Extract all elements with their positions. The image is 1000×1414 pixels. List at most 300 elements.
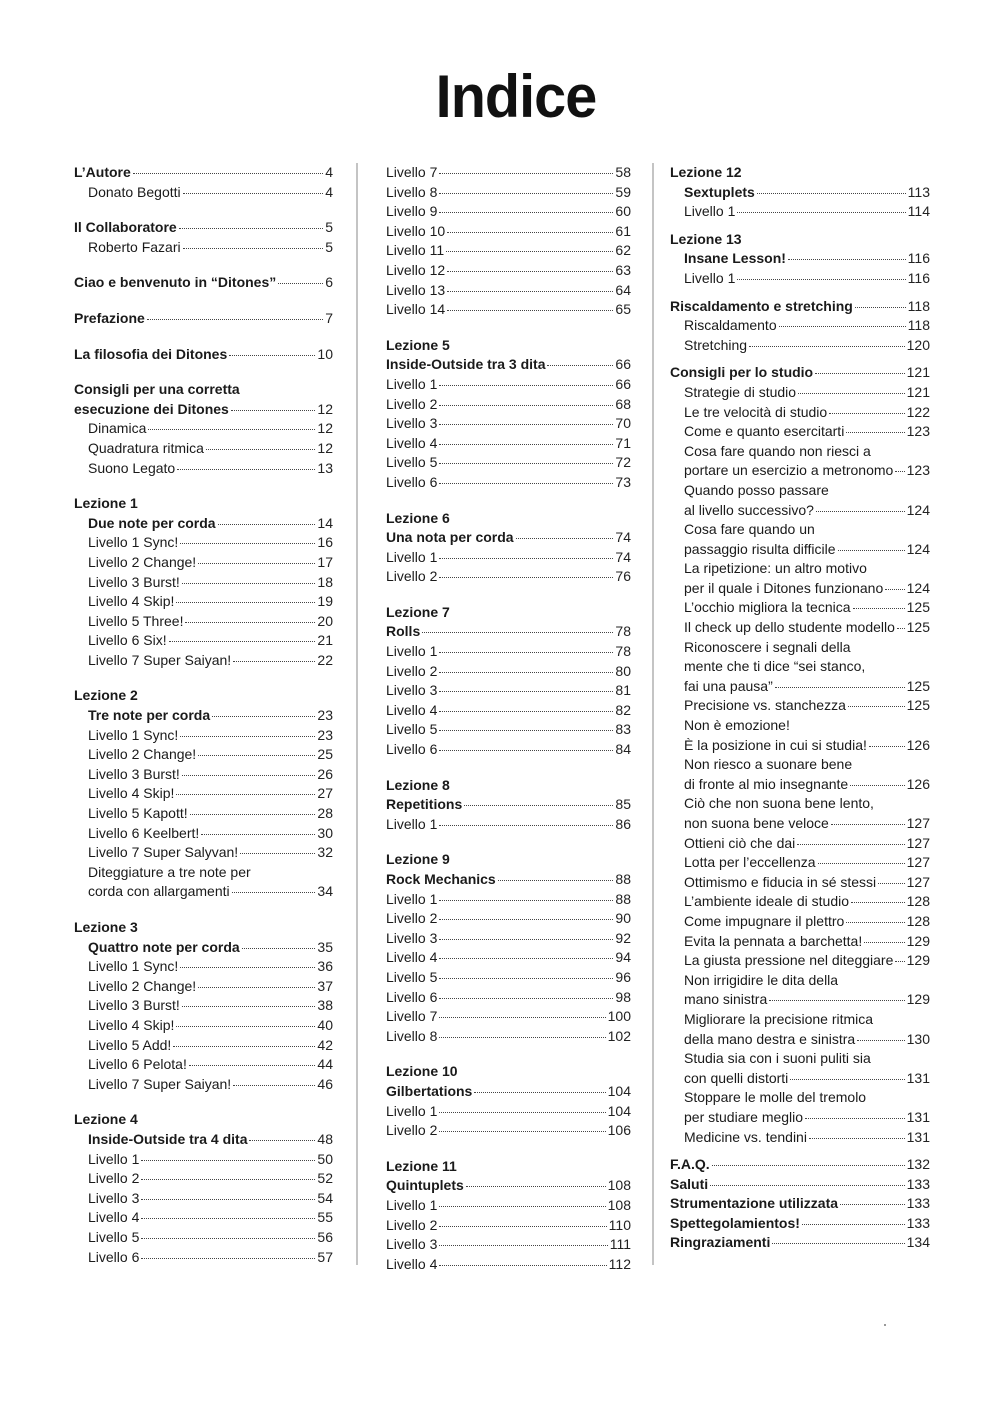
toc-entry-label: Livello 1 Sync! — [88, 534, 179, 551]
toc-page-number: 37 — [317, 977, 333, 994]
dot-leader — [439, 1131, 605, 1132]
dot-leader — [516, 538, 614, 539]
toc-page-number: 129 — [906, 932, 930, 949]
toc-entry[interactable] — [386, 528, 631, 548]
toc-page-number: 133 — [906, 1214, 930, 1231]
toc-entry-label: F.A.Q. — [670, 1156, 710, 1173]
toc-entry-label: della mano destra e sinistra — [684, 1030, 856, 1047]
toc-entry[interactable] — [670, 775, 930, 795]
toc-entry-label: Livello 3 Burst! — [88, 573, 180, 590]
toc-page-number: 94 — [615, 949, 631, 966]
toc-entry[interactable] — [386, 1176, 631, 1196]
lesson-heading: Lezione 13 — [670, 230, 742, 247]
toc-entry[interactable] — [386, 548, 631, 568]
toc-page-number: 66 — [615, 356, 631, 373]
dot-leader — [240, 853, 315, 854]
toc-entry[interactable] — [386, 795, 631, 815]
toc-entry[interactable] — [386, 642, 631, 662]
dot-leader — [439, 998, 613, 999]
toc-entry[interactable] — [670, 834, 930, 854]
dot-leader — [809, 1138, 905, 1139]
toc-entry[interactable] — [386, 355, 631, 375]
dot-leader — [439, 577, 613, 578]
dot-leader — [547, 365, 613, 366]
toc-entry[interactable] — [386, 1216, 631, 1236]
toc-page-number: 46 — [317, 1075, 333, 1092]
dot-leader — [749, 346, 905, 347]
toc-entry[interactable] — [670, 873, 930, 893]
toc-entry[interactable] — [670, 912, 930, 932]
toc-entry[interactable] — [74, 938, 333, 958]
toc-page-number: 122 — [906, 403, 930, 420]
dot-leader — [141, 1199, 315, 1200]
toc-page-number: 6 — [325, 274, 333, 291]
toc-entry[interactable] — [74, 1036, 333, 1056]
toc-entry[interactable] — [670, 696, 930, 716]
toc-page-number: 7 — [325, 309, 333, 326]
dot-leader — [233, 661, 315, 662]
toc-entry[interactable] — [386, 1102, 631, 1122]
toc-page-number: 98 — [615, 988, 631, 1005]
toc-entry[interactable] — [386, 1235, 631, 1255]
toc-entry-label: Consigli per lo studio — [670, 364, 814, 381]
toc-entry[interactable] — [74, 745, 333, 765]
dot-leader — [147, 319, 323, 320]
toc-entry[interactable] — [74, 1189, 333, 1209]
toc-page-number: 65 — [615, 301, 631, 318]
toc-entry[interactable] — [386, 241, 631, 261]
toc-page-number: 113 — [907, 183, 930, 200]
toc-entry-label: Livello 3 — [386, 929, 438, 946]
toc-page-number: 124 — [906, 501, 930, 518]
toc-page-number: 66 — [615, 375, 631, 392]
toc-entry[interactable] — [386, 815, 631, 835]
dot-leader — [853, 608, 905, 609]
dot-leader — [182, 1006, 316, 1007]
toc-entry-label: Livello 5 — [88, 1228, 140, 1245]
toc-entry[interactable] — [74, 651, 333, 671]
toc-entry-label: Livello 4 — [386, 434, 438, 451]
toc-section-entry[interactable] — [74, 163, 333, 183]
toc-page-number: 86 — [615, 815, 631, 832]
toc-entry[interactable] — [74, 784, 333, 804]
toc-section-entry[interactable] — [74, 273, 333, 293]
toc-entry[interactable] — [670, 403, 930, 423]
toc-entry[interactable] — [386, 202, 631, 222]
dot-leader — [183, 193, 324, 194]
toc-entry[interactable] — [386, 929, 631, 949]
dot-leader — [180, 543, 315, 544]
dot-leader — [439, 1245, 607, 1246]
toc-section-entry[interactable] — [74, 400, 333, 420]
toc-entry[interactable] — [74, 573, 333, 593]
toc-entry[interactable] — [386, 622, 631, 642]
toc-entry[interactable] — [386, 453, 631, 473]
toc-entry[interactable] — [670, 183, 930, 203]
dot-leader — [848, 706, 905, 707]
toc-page-number: 4 — [325, 183, 333, 200]
dot-leader — [439, 978, 613, 979]
dot-leader — [815, 373, 905, 374]
toc-entry[interactable] — [670, 677, 930, 697]
dot-leader — [897, 628, 905, 629]
toc-entry[interactable] — [386, 1007, 631, 1027]
toc-entry[interactable] — [670, 501, 930, 521]
toc-entry[interactable] — [74, 706, 333, 726]
toc-entry[interactable] — [670, 598, 930, 618]
dot-leader — [439, 672, 613, 673]
toc-page-number: 88 — [615, 871, 631, 887]
toc-entry[interactable] — [386, 1082, 631, 1102]
dot-leader — [439, 939, 613, 940]
toc-section-entry[interactable] — [670, 363, 930, 383]
dot-leader — [439, 558, 613, 559]
dot-leader — [180, 736, 315, 737]
dot-leader — [141, 1218, 315, 1219]
dot-leader — [169, 641, 316, 642]
toc-entry[interactable] — [74, 882, 333, 902]
toc-entry[interactable] — [386, 1121, 631, 1141]
toc-entry-label: Livello 12 — [386, 261, 446, 278]
toc-page-number: 127 — [906, 834, 930, 851]
toc-entry[interactable] — [74, 1248, 333, 1268]
toc-entry[interactable] — [386, 261, 631, 281]
toc-entry-label: Dinamica — [88, 420, 147, 437]
toc-entry[interactable] — [670, 951, 930, 971]
toc-entry[interactable] — [670, 202, 930, 222]
toc-page-number: 10 — [317, 345, 333, 362]
toc-entry-label: Livello 9 — [386, 203, 438, 220]
toc-page-number: 134 — [906, 1234, 930, 1251]
toc-entry-label: Ottieni ciò che dai — [684, 834, 796, 851]
dot-leader — [439, 691, 613, 692]
dot-leader — [447, 271, 613, 272]
toc-page-number: 114 — [907, 203, 930, 220]
toc-entry[interactable] — [74, 1228, 333, 1248]
toc-entry[interactable] — [74, 957, 333, 977]
toc-entry-label: mano sinistra — [684, 991, 768, 1008]
toc-entry[interactable] — [670, 422, 930, 442]
toc-page-number: 32 — [317, 844, 333, 861]
dot-leader — [189, 1065, 316, 1066]
lesson-heading: Lezione 4 — [74, 1111, 138, 1128]
toc-page-number: 125 — [906, 697, 930, 714]
section-spacer — [670, 289, 930, 297]
dot-leader — [439, 193, 613, 194]
dot-leader — [439, 1226, 606, 1227]
toc-entry-label: Livello 1 — [684, 269, 736, 286]
toc-entry-continuation: Cosa fare quando non riesci a — [684, 442, 871, 459]
toc-page-number: 54 — [317, 1189, 333, 1206]
toc-section-entry[interactable] — [670, 1155, 930, 1175]
toc-entry[interactable] — [386, 1027, 631, 1047]
toc-entry[interactable] — [74, 824, 333, 844]
toc-page-number: 123 — [906, 423, 930, 440]
toc-entry-label: Rock Mechanics — [386, 871, 496, 887]
toc-entry[interactable] — [386, 948, 631, 968]
toc-entry-label: Livello 1 Sync! — [88, 726, 179, 743]
dot-leader — [141, 1160, 315, 1161]
toc-section-entry[interactable] — [670, 1233, 930, 1253]
dot-leader — [712, 1165, 905, 1166]
toc-entry[interactable] — [74, 631, 333, 651]
toc-entry[interactable] — [74, 1169, 333, 1189]
toc-entry[interactable] — [74, 238, 333, 258]
toc-entry[interactable] — [670, 990, 930, 1010]
toc-entry[interactable] — [386, 740, 631, 760]
toc-entry[interactable] — [386, 281, 631, 301]
toc-entry[interactable] — [74, 977, 333, 997]
toc-entry[interactable] — [386, 988, 631, 1008]
toc-page-number: 71 — [615, 434, 631, 451]
toc-page-number: 131 — [906, 1069, 930, 1086]
dot-leader — [185, 622, 315, 623]
toc-entry[interactable] — [74, 843, 333, 863]
toc-entry[interactable] — [386, 183, 631, 203]
toc-page-number: 131 — [906, 1128, 930, 1145]
toc-page-number: 73 — [615, 473, 631, 490]
toc-entry[interactable] — [670, 579, 930, 599]
dot-leader — [201, 834, 315, 835]
toc-page-number: 118 — [907, 297, 930, 314]
toc-page-number: 28 — [317, 805, 333, 822]
dot-leader — [878, 883, 904, 884]
dot-leader — [885, 589, 904, 590]
section-spacer — [74, 257, 333, 273]
toc-page-number: 63 — [615, 261, 631, 278]
dot-leader — [439, 711, 613, 712]
section-spacer — [74, 364, 333, 380]
toc-entry[interactable] — [670, 1030, 930, 1050]
toc-page-number: 124 — [906, 540, 930, 557]
toc-page-number: 59 — [615, 183, 631, 200]
toc-entry-continuation: La ripetizione: un altro motivo — [684, 560, 867, 577]
dot-leader — [182, 583, 316, 584]
dot-leader — [177, 469, 315, 470]
toc-page-number: 74 — [615, 529, 631, 546]
toc-entry-label: Livello 2 — [386, 1216, 438, 1233]
toc-entry[interactable] — [74, 183, 333, 203]
toc-entry[interactable] — [74, 533, 333, 553]
toc-section-entry[interactable] — [74, 309, 333, 329]
dot-leader — [173, 1046, 315, 1047]
toc-entry[interactable] — [74, 996, 333, 1016]
toc-entry[interactable] — [386, 375, 631, 395]
toc-page-number: 80 — [615, 662, 631, 679]
dot-leader — [176, 794, 315, 795]
toc-page-number: 23 — [317, 707, 333, 724]
toc-entry-label: per il quale i Ditones funzionano — [684, 579, 884, 596]
toc-entry[interactable] — [74, 514, 333, 534]
toc-entry[interactable] — [74, 804, 333, 824]
toc-section-entry[interactable] — [670, 1214, 930, 1234]
toc-entry[interactable] — [74, 1075, 333, 1095]
toc-entry-continuation: Diteggiature a tre note per — [88, 863, 251, 880]
lesson-heading: Lezione 11 — [386, 1157, 457, 1174]
toc-entry[interactable] — [670, 932, 930, 952]
toc-entry[interactable] — [74, 439, 333, 459]
toc-entry-continuation: Riconoscere i segnali della — [684, 638, 851, 655]
toc-entry-label: Livello 5 — [386, 454, 438, 471]
dot-leader — [869, 746, 905, 747]
toc-entry[interactable] — [74, 1055, 333, 1075]
toc-entry[interactable] — [670, 249, 930, 269]
dot-leader — [439, 1037, 605, 1038]
toc-entry[interactable] — [386, 681, 631, 701]
column-divider — [652, 163, 654, 1265]
toc-entry[interactable] — [386, 1196, 631, 1216]
toc-entry[interactable] — [386, 222, 631, 242]
toc-entry-label: Strategie di studio — [684, 383, 797, 400]
dot-leader — [829, 413, 904, 414]
toc-page-number: 4 — [325, 164, 333, 180]
toc-entry[interactable] — [386, 909, 631, 929]
toc-entry[interactable] — [670, 618, 930, 638]
toc-entry[interactable] — [386, 473, 631, 493]
toc-entry[interactable] — [386, 300, 631, 320]
dot-leader — [422, 632, 613, 633]
toc-page-number: 20 — [317, 612, 333, 629]
lesson-heading: Lezione 12 — [670, 164, 742, 180]
page-title: Indice — [435, 63, 597, 130]
toc-page-number: 128 — [906, 893, 930, 910]
toc-entry[interactable] — [670, 383, 930, 403]
toc-entry[interactable] — [386, 701, 631, 721]
toc-section-entry[interactable] — [670, 297, 930, 317]
toc-entry[interactable] — [386, 567, 631, 587]
toc-entry[interactable] — [386, 434, 631, 454]
toc-entry-label: Le tre velocità di studio — [684, 403, 828, 420]
dot-leader — [180, 967, 315, 968]
toc-entry-label: Livello 1 — [684, 203, 736, 220]
toc-page-number: 121 — [906, 364, 930, 381]
toc-entry[interactable] — [386, 163, 631, 183]
toc-entry-continuation: Ciò che non suona bene lento, — [684, 795, 874, 812]
toc-entry[interactable] — [670, 736, 930, 756]
dot-leader — [851, 902, 905, 903]
toc-entry[interactable] — [74, 1150, 333, 1170]
toc-page-number: 125 — [906, 599, 930, 616]
toc-entry[interactable] — [670, 461, 930, 481]
toc-page-number: 125 — [906, 677, 930, 694]
toc-entry[interactable] — [386, 662, 631, 682]
toc-entry[interactable] — [74, 726, 333, 746]
toc-entry[interactable] — [670, 853, 930, 873]
toc-entry[interactable] — [74, 553, 333, 573]
toc-page-number: 57 — [317, 1248, 333, 1265]
toc-entry[interactable] — [670, 316, 930, 336]
toc-entry[interactable] — [670, 540, 930, 560]
toc-page-number: 84 — [615, 741, 631, 758]
toc-entry[interactable] — [74, 612, 333, 632]
toc-entry-label: Livello 3 — [386, 682, 438, 699]
toc-entry-label: Sextuplets — [684, 183, 755, 200]
toc-entry[interactable] — [74, 459, 333, 479]
toc-page-number: 121 — [906, 383, 930, 400]
toc-entry[interactable] — [386, 968, 631, 988]
dot-leader — [198, 755, 315, 756]
toc-entry[interactable] — [670, 1128, 930, 1148]
toc-page-number: 106 — [607, 1122, 631, 1139]
toc-entry[interactable] — [74, 592, 333, 612]
toc-entry-label: Ciao e benvenuto in “Ditones” — [74, 274, 277, 291]
toc-entry[interactable] — [386, 1255, 631, 1275]
toc-entry[interactable] — [386, 870, 631, 890]
toc-page-number: 104 — [607, 1102, 631, 1119]
toc-entry-label: La giusta pressione nel diteggiare — [684, 952, 894, 969]
toc-entry[interactable] — [74, 1130, 333, 1150]
toc-entry-label: Livello 8 — [386, 1027, 438, 1044]
toc-entry-label: Ottimismo e fiducia in sé stessi — [684, 873, 877, 890]
toc-entry-label: Livello 14 — [386, 301, 446, 318]
toc-section-entry[interactable] — [670, 1194, 930, 1214]
dot-leader — [857, 1040, 904, 1041]
dot-leader — [249, 1140, 315, 1141]
toc-entry[interactable] — [386, 395, 631, 415]
toc-entry[interactable] — [386, 414, 631, 434]
toc-entry-label: Livello 1 Sync! — [88, 958, 179, 975]
toc-entry-label: Livello 4 Skip! — [88, 1016, 175, 1033]
toc-entry-label: Livello 8 — [386, 183, 438, 200]
toc-page-number: 35 — [317, 938, 333, 955]
toc-entry-label: Stretching — [684, 336, 748, 353]
toc-section-entry[interactable] — [670, 1175, 930, 1195]
toc-entry[interactable] — [670, 336, 930, 356]
toc-entry[interactable] — [386, 720, 631, 740]
toc-entry-label: Riscaldamento e stretching — [670, 297, 853, 314]
dot-leader — [772, 1243, 904, 1244]
toc-section-entry[interactable] — [74, 218, 333, 238]
toc-entry-label: L’occhio migliora la tecnica — [684, 599, 851, 616]
dot-leader — [840, 1204, 905, 1205]
toc-entry[interactable] — [74, 1016, 333, 1036]
toc-entry-label: Livello 2 Change! — [88, 746, 197, 763]
toc-entry[interactable] — [386, 890, 631, 910]
toc-page-number: 118 — [907, 317, 930, 334]
toc-entry-label: Livello 2 Change! — [88, 553, 197, 570]
toc-entry-label: Livello 5 Three! — [88, 612, 184, 629]
toc-entry-label: Livello 1 — [386, 1102, 438, 1119]
toc-entry-label: Livello 1 — [386, 375, 438, 392]
toc-entry-label: Livello 6 Keelbert! — [88, 824, 200, 841]
toc-entry[interactable] — [670, 1069, 930, 1089]
lesson-heading: Lezione 9 — [386, 851, 450, 868]
toc-entry-label: esecuzione dei Ditones — [74, 400, 229, 417]
toc-entry-label: Tre note per corda — [88, 707, 211, 724]
toc-entry[interactable] — [74, 1208, 333, 1228]
toc-page-number: 90 — [615, 910, 631, 927]
dot-leader — [498, 880, 614, 881]
toc-entry[interactable] — [670, 814, 930, 834]
column-divider — [356, 163, 358, 1265]
toc-entry[interactable] — [74, 765, 333, 785]
toc-entry[interactable] — [670, 1108, 930, 1128]
dot-leader — [183, 248, 324, 249]
dot-leader — [439, 1112, 605, 1113]
toc-entry[interactable] — [670, 892, 930, 912]
toc-section-entry[interactable] — [74, 345, 333, 365]
dot-leader — [229, 355, 315, 356]
toc-page-number: 110 — [608, 1216, 631, 1233]
dot-leader — [797, 844, 904, 845]
toc-column-1 — [74, 163, 333, 1267]
toc-entry[interactable] — [74, 419, 333, 439]
dot-leader — [190, 814, 316, 815]
toc-entry[interactable] — [670, 269, 930, 289]
section-spacer — [386, 320, 631, 336]
dot-leader — [278, 283, 323, 284]
toc-entry-continuation: Stoppare le molle del tremolo — [684, 1089, 867, 1106]
